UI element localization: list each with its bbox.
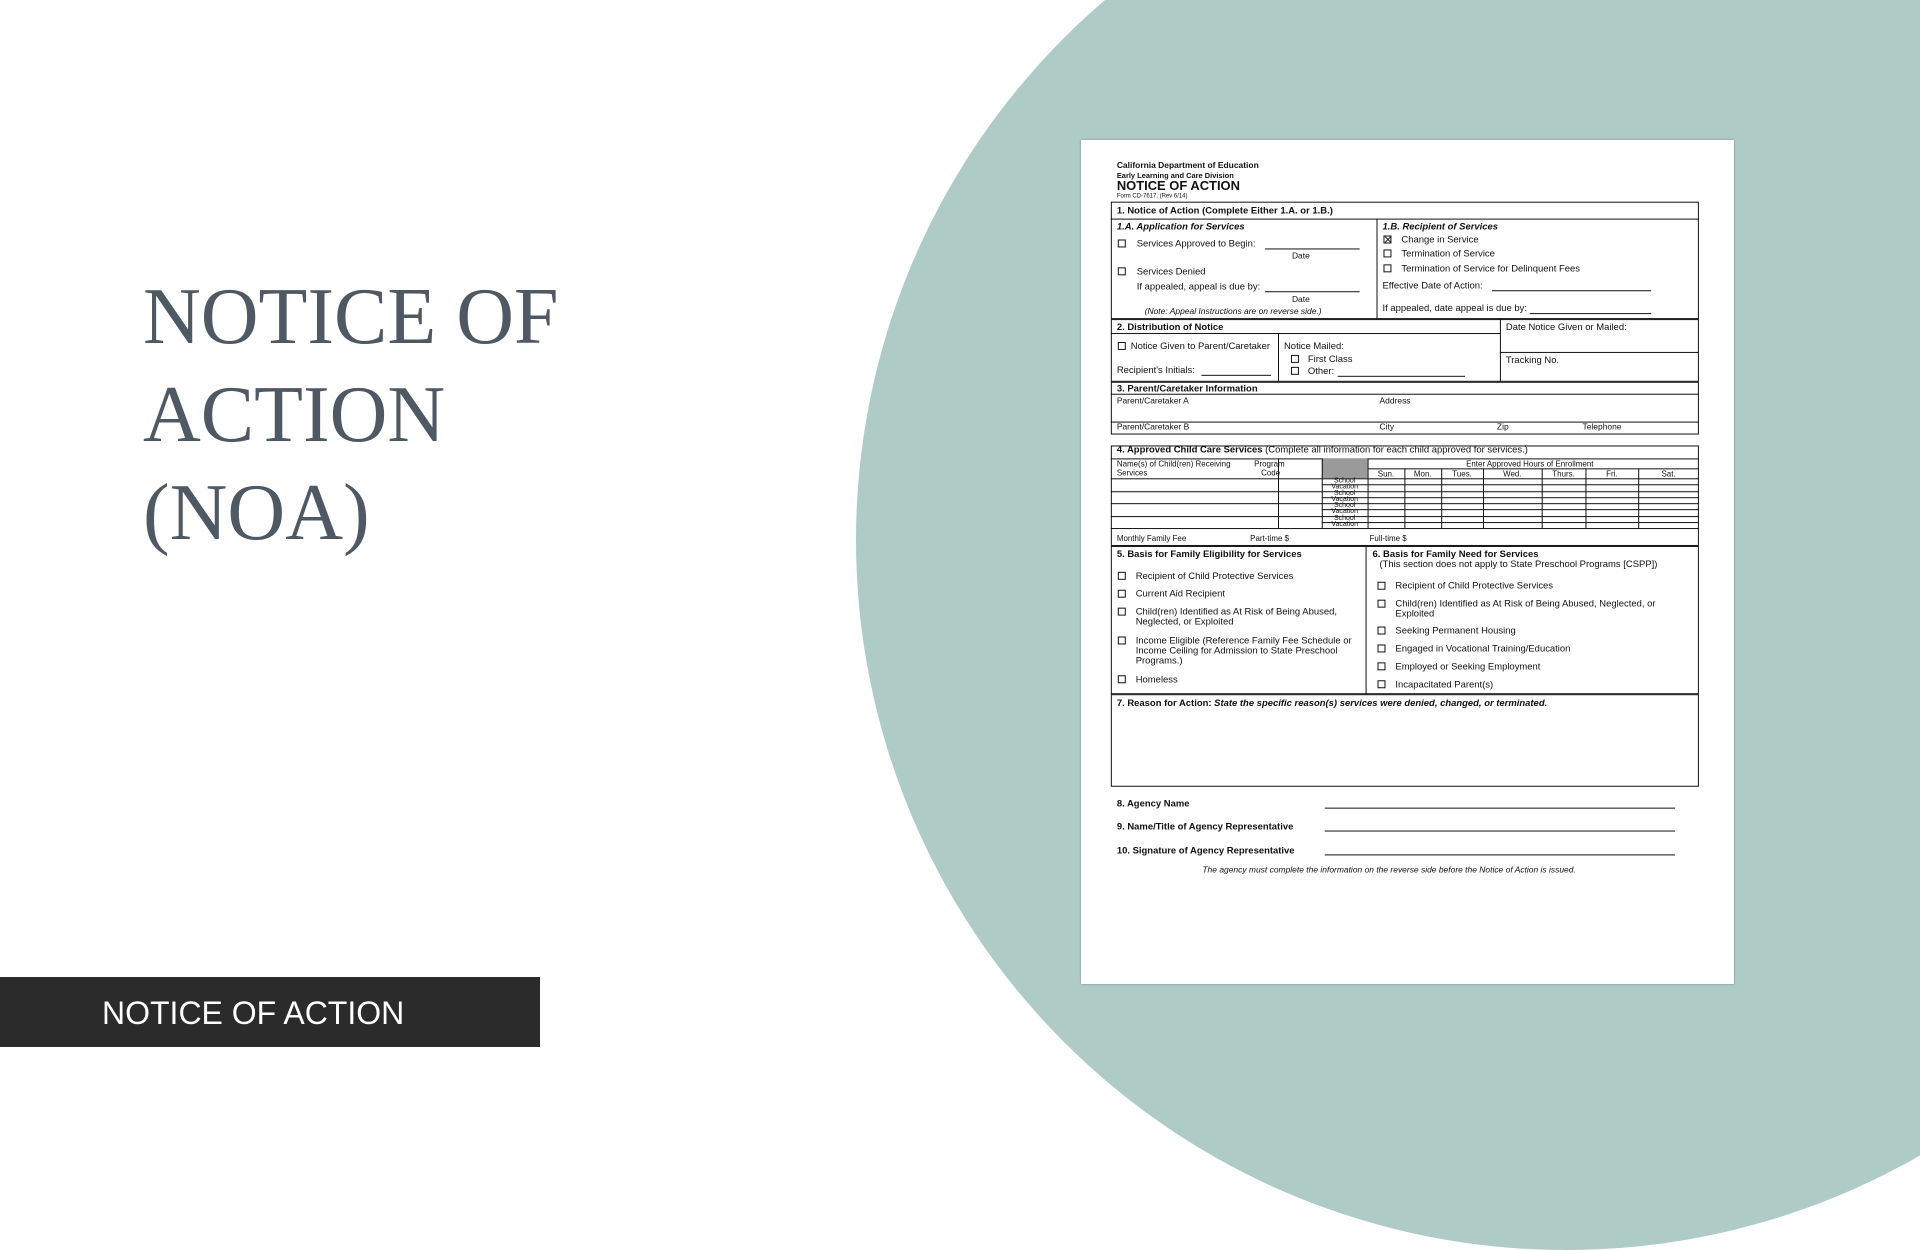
agency-name-field[interactable]	[1325, 808, 1675, 809]
s6-item-label: Engaged in Vocational Training/Education	[1395, 643, 1571, 655]
schedule-row-label: Vacation	[1331, 495, 1358, 503]
s6-item-label: Seeking Permanent Housing	[1395, 625, 1516, 637]
s6-item-label: Recipient of Child Protective Services	[1395, 580, 1554, 592]
footer-label: NOTICE OF ACTION	[102, 995, 405, 1031]
form-number: Form CD-7617, (Rev 6/14)	[1116, 193, 1188, 200]
label-hours-heading: Enter Approved Hours of Enrollment	[1466, 459, 1594, 469]
section-4-heading: 4. Approved Child Care Services	[1116, 444, 1263, 456]
label-recipient-initials: Recipient's Initials:	[1116, 364, 1195, 376]
label-agency-name: 8. Agency Name	[1116, 798, 1190, 810]
label-effective-date: Effective Date of Action:	[1382, 280, 1483, 292]
section-1-heading: 1. Notice of Action (Complete Either 1.A. or 1.B.)	[1116, 205, 1333, 217]
schedule-row-label: Vacation	[1331, 483, 1358, 491]
title-line: ACTION	[143, 371, 446, 459]
label-part-time: Part-time $	[1250, 534, 1290, 543]
s5-checkbox[interactable]	[1118, 675, 1126, 683]
footer-bar	[0, 977, 540, 1047]
label-date-notice-given: Date Notice Given or Mailed:	[1505, 322, 1627, 334]
s5-item-label: Neglected, or Exploited	[1135, 616, 1234, 628]
label-agency-rep: 9. Name/Title of Agency Representative	[1116, 821, 1294, 833]
label-child-names-1: Name(s) of Child(ren) Receiving	[1116, 459, 1231, 469]
s6-checkbox[interactable]	[1378, 644, 1386, 652]
appeal-note: (Note: Appeal Instructions are on reverse side.)	[1144, 306, 1322, 317]
s5-checkbox[interactable]	[1118, 572, 1126, 580]
checkbox-notice-given[interactable]	[1118, 342, 1126, 350]
label-termination-fees: Termination of Service for Delinquent Fees	[1401, 263, 1581, 275]
slide-title	[143, 268, 703, 562]
shaded-header-cell	[1322, 458, 1368, 478]
label-full-time: Full-time $	[1369, 534, 1407, 543]
section-7-instruction: State the specific reason(s) services were denied, changed, or terminated.	[1214, 698, 1548, 710]
s6-checkbox[interactable]	[1378, 600, 1386, 608]
label-termination: Termination of Service	[1401, 248, 1495, 260]
label-notice-mailed: Notice Mailed:	[1283, 340, 1344, 352]
label-date-appeal-due: If appealed, date appeal is due by:	[1382, 303, 1528, 315]
s5-item-label: Homeless	[1135, 674, 1178, 686]
schedule-row-label: Vacation	[1331, 508, 1358, 516]
label-parent-b: Parent/Caretaker B	[1116, 421, 1190, 432]
checkbox-change-in-service[interactable]	[1383, 236, 1391, 244]
schedule-row-label: Vacation	[1331, 520, 1358, 528]
label-address: Address	[1379, 395, 1411, 406]
section-6-heading: 6. Basis for Family Need for Services	[1372, 548, 1539, 560]
checkbox-first-class[interactable]	[1291, 355, 1299, 363]
label-date-2: Date	[1291, 294, 1310, 305]
date-appeal-due-field[interactable]	[1530, 313, 1651, 314]
section-7-heading-wrap	[1117, 698, 1547, 709]
schedule-row-label: School	[1334, 502, 1356, 510]
checkbox-other[interactable]	[1291, 367, 1299, 375]
s6-checkbox[interactable]	[1378, 680, 1386, 688]
s5-item-label: Income Ceiling for Admission to State Preschool	[1135, 645, 1338, 657]
appeal-due-field[interactable]	[1265, 291, 1360, 292]
day-header: Tues.	[1452, 469, 1472, 479]
label-services-approved: Services Approved to Begin:	[1136, 238, 1256, 250]
section-1b-heading: 1.B. Recipient of Services	[1382, 221, 1499, 233]
label-tracking-no: Tracking No.	[1505, 354, 1560, 366]
s6-item-label: Child(ren) Identified as At Risk of Being Abused, Neglected, or	[1395, 598, 1656, 610]
day-header: Mon.	[1413, 469, 1432, 479]
s5-item-label: Programs.)	[1135, 655, 1183, 667]
s6-checkbox[interactable]	[1378, 662, 1386, 670]
s6-item-label: Employed or Seeking Employment	[1395, 661, 1541, 673]
s5-checkbox[interactable]	[1118, 608, 1126, 616]
label-monthly-fee: Monthly Family Fee	[1116, 534, 1187, 543]
agency-rep-field[interactable]	[1325, 831, 1675, 832]
day-header: Wed.	[1503, 469, 1522, 479]
schedule-row-label: School	[1334, 514, 1356, 522]
day-header: Fri.	[1606, 469, 1618, 479]
label-child-names-2: Services	[1116, 468, 1148, 478]
label-parent-a: Parent/Caretaker A	[1116, 395, 1189, 406]
title-line: NOTICE OF	[143, 273, 559, 361]
form-footer-note: The agency must complete the information on the reverse side before the Notice of Action is issued.	[1202, 864, 1576, 875]
checkbox-services-approved[interactable]	[1118, 240, 1126, 248]
s6-item-label: Exploited	[1395, 608, 1435, 620]
checkbox-termination[interactable]	[1383, 249, 1391, 257]
title-line: (NOA)	[143, 469, 370, 557]
agency-signature-field[interactable]	[1325, 854, 1675, 855]
day-header: Sat.	[1661, 469, 1676, 479]
day-header: Thurs.	[1552, 469, 1575, 479]
s6-checkbox[interactable]	[1378, 627, 1386, 635]
label-change-in-service: Change in Service	[1401, 234, 1479, 246]
recipient-initials-field[interactable]	[1201, 375, 1271, 376]
s5-item-label: Recipient of Child Protective Services	[1135, 570, 1294, 582]
other-field[interactable]	[1338, 376, 1465, 377]
s5-checkbox[interactable]	[1118, 590, 1126, 598]
s6-item-label: Incapacitated Parent(s)	[1395, 679, 1494, 691]
label-date: Date	[1291, 250, 1310, 261]
section-4-heading-wrap	[1117, 444, 1528, 455]
section-3-heading: 3. Parent/Caretaker Information	[1116, 383, 1258, 395]
schedule-row-label: School	[1334, 477, 1356, 485]
label-services-denied: Services Denied	[1136, 266, 1206, 278]
s5-item-label: Income Eligible (Reference Family Fee Schedule or	[1135, 635, 1352, 647]
effective-date-field[interactable]	[1492, 290, 1651, 291]
approved-date-field[interactable]	[1265, 248, 1360, 249]
section-6-subheading: (This section does not apply to State Preschool Programs [CSPP])	[1379, 558, 1658, 570]
schedule-row-label: School	[1334, 489, 1356, 497]
section-5-heading: 5. Basis for Family Eligibility for Services	[1116, 548, 1302, 560]
section-1a-heading: 1.A. Application for Services	[1116, 221, 1245, 233]
checkbox-termination-fees[interactable]	[1383, 264, 1391, 272]
form-division: Early Learning and Care Division	[1116, 170, 1234, 180]
label-city: City	[1379, 421, 1395, 432]
label-program-2: Code	[1261, 468, 1281, 478]
label-first-class: First Class	[1307, 353, 1353, 365]
checkbox-services-denied[interactable]	[1118, 267, 1126, 275]
section-2-heading: 2. Distribution of Notice	[1116, 322, 1224, 334]
form-document	[1081, 140, 1734, 984]
form-dept: California Department of Education	[1116, 159, 1259, 170]
label-agency-signature: 10. Signature of Agency Representative	[1116, 845, 1295, 857]
day-header: Sun.	[1377, 469, 1395, 479]
s5-item-label: Current Aid Recipient	[1135, 588, 1226, 600]
label-telephone: Telephone	[1582, 421, 1622, 432]
section-4-note: (Complete all information for each child approved for services.)	[1265, 444, 1528, 456]
s6-checkbox[interactable]	[1378, 582, 1386, 590]
s5-item-label: Child(ren) Identified as At Risk of Being Abused,	[1135, 606, 1337, 618]
label-notice-given: Notice Given to Parent/Caretaker	[1130, 340, 1270, 352]
notice-of-action-form	[1081, 140, 1731, 980]
label-zip: Zip	[1496, 421, 1509, 432]
form-title: NOTICE OF ACTION	[1116, 177, 1240, 193]
s5-checkbox[interactable]	[1118, 637, 1126, 645]
label-other: Other:	[1307, 365, 1335, 377]
label-program-1: Program	[1254, 459, 1285, 469]
label-appeal-due: If appealed, appeal is due by:	[1136, 281, 1261, 293]
section-7-heading: 7. Reason for Action:	[1116, 698, 1212, 710]
